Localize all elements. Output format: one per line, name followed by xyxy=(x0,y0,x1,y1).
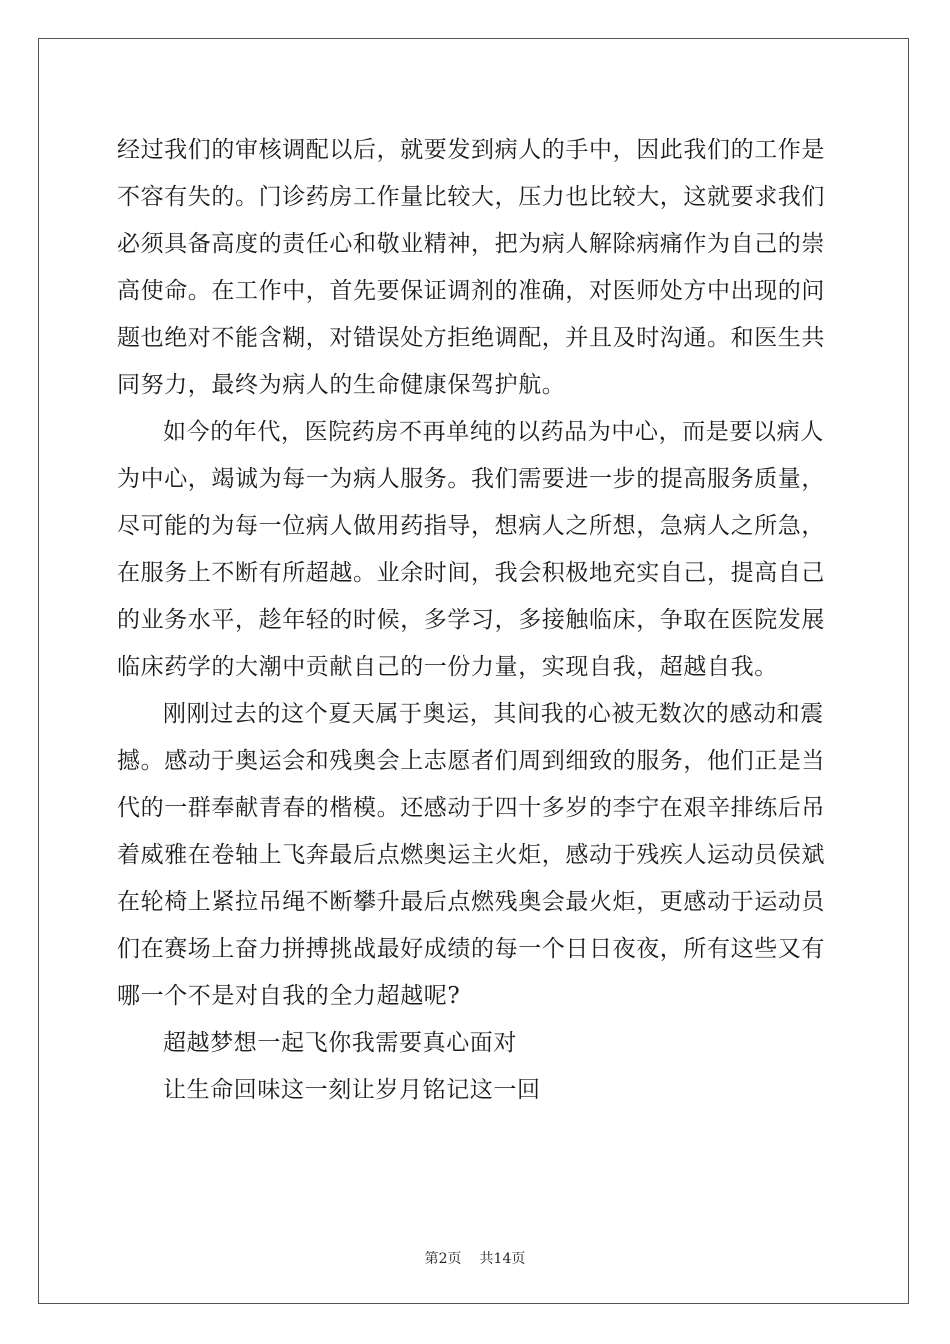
text-line: 的业务水平，趁年轻的时候，多学习，多接触临床，争取在医院发展 xyxy=(117,607,825,633)
text-line: 在轮椅上紧拉吊绳不断攀升最后点燃残奥会最火炬，更感动于运动员 xyxy=(117,889,825,915)
text-line: 如今的年代，医院药房不再单纯的以药品为中心，而是要以病人 xyxy=(163,419,824,445)
text-line: 不容有失的。门诊药房工作量比较大，压力也比较大，这就要求我们 xyxy=(117,184,825,210)
text-line: 哪一个不是对自我的全力超越呢? xyxy=(117,983,461,1009)
text-line: 经过我们的审核调配以后，就要发到病人的手中，因此我们的工作是 xyxy=(117,137,825,163)
text-line: 在服务上不断有所超越。业余时间，我会积极地充实自己，提高自己 xyxy=(117,560,825,586)
text-line: 刚刚过去的这个夏天属于奥运，其间我的心被无数次的感动和震 xyxy=(163,701,824,727)
text-line: 临床药学的大潮中贡献自己的一份力量，实现自我，超越自我。 xyxy=(117,654,778,680)
text-line: 尽可能的为每一位病人做用药指导，想病人之所想，急病人之所急， xyxy=(117,513,825,539)
text-line: 同努力，最终为病人的生命健康保驾护航。 xyxy=(117,372,566,398)
document-body xyxy=(117,127,837,1114)
text-line: 高使命。在工作中，首先要保证调剂的准确，对医师处方中出现的问 xyxy=(117,278,825,304)
text-line: 让生命回味这一刻让岁月铭记这一回 xyxy=(163,1077,541,1103)
page-footer xyxy=(0,1248,950,1268)
text-line: 为中心，竭诚为每一为病人服务。我们需要进一步的提高服务质量， xyxy=(117,466,825,492)
text-line: 题也绝对不能含糊，对错误处方拒绝调配，并且及时沟通。和医生共 xyxy=(117,325,825,351)
text-line: 着威雅在卷轴上飞奔最后点燃奥运主火炬，感动于残疾人运动员侯斌 xyxy=(117,842,825,868)
total-pages: 共14页 xyxy=(479,1251,526,1267)
text-line: 撼。感动于奥运会和残奥会上志愿者们周到细致的服务，他们正是当 xyxy=(117,748,825,774)
text-line: 们在赛场上奋力拼搏挑战最好成绩的每一个日日夜夜，所有这些又有 xyxy=(117,936,825,962)
text-line: 代的一群奉献青春的楷模。还感动于四十多岁的李宁在艰辛排练后吊 xyxy=(117,795,825,821)
text-line: 超越梦想一起飞你我需要真心面对 xyxy=(163,1030,517,1056)
page-number: 第2页 xyxy=(424,1251,462,1267)
text-line: 必须具备高度的责任心和敬业精神，把为病人解除病痛作为自己的崇 xyxy=(117,231,825,257)
